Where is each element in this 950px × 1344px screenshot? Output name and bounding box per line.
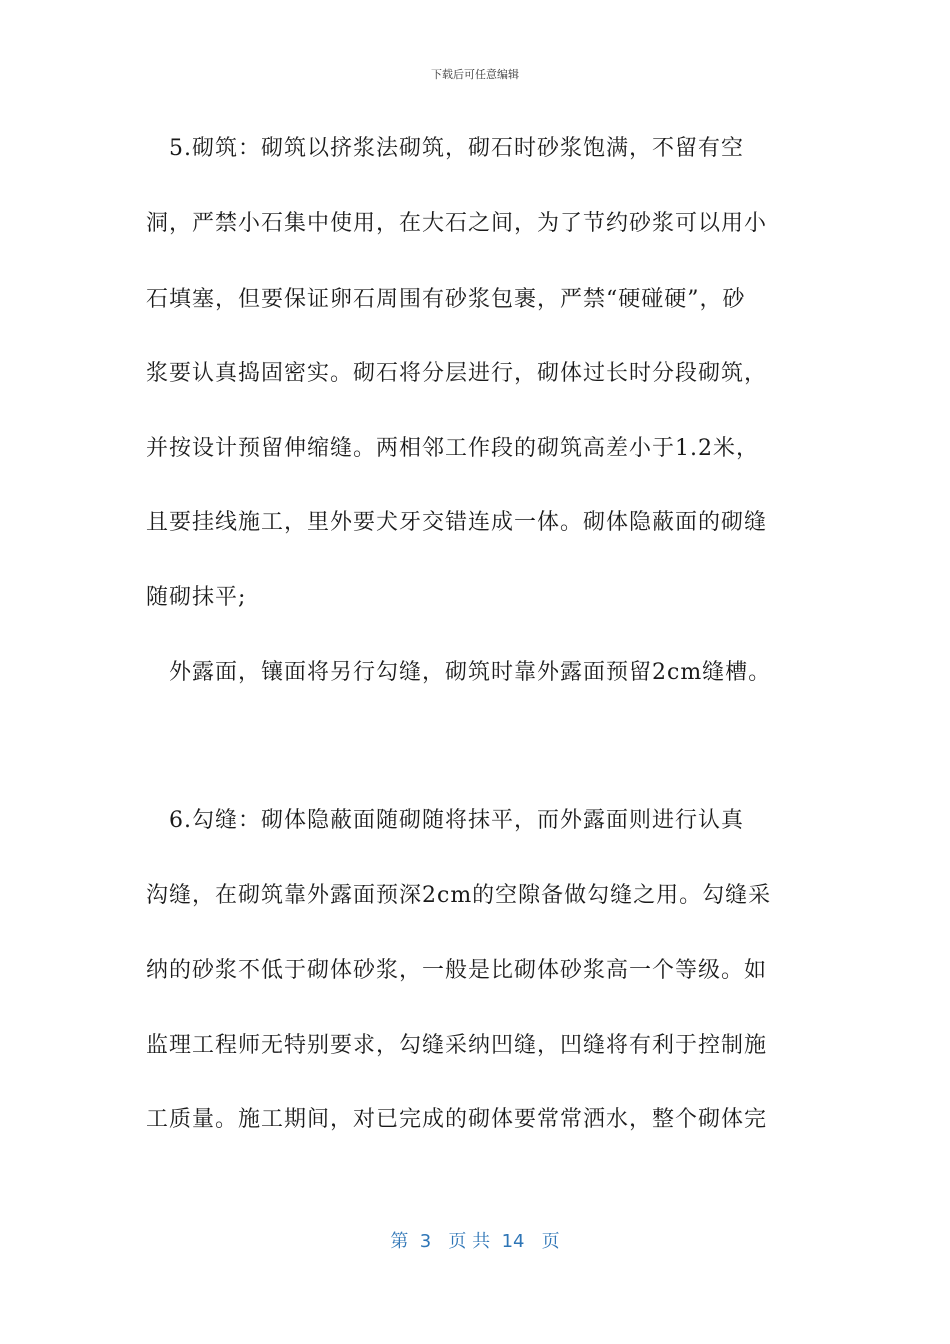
- paragraph-line: 石填塞，但要保证卵石周围有砂浆包裹，严禁“硬碰硬”，砂: [146, 287, 746, 312]
- paragraph-line: 监理工程师无特别要求，勾缝采纳凹缝，凹缝将有利于控制施: [146, 1033, 768, 1058]
- paragraph-line: 纳的砂浆不低于砌体砂浆，一般是比砌体砂浆高一个等级。如: [146, 958, 768, 983]
- paragraph-line: 外露面，镶面将另行勾缝，砌筑时靠外露面预留2cm缝槽。: [146, 660, 772, 685]
- paragraph-line: 工质量。施工期间，对已完成的砌体要常常洒水，整个砌体完: [146, 1107, 768, 1132]
- paragraph-line: 洞，严禁小石集中使用，在大石之间，为了节约砂浆可以用小: [146, 211, 768, 236]
- paragraph-line: 5.砌筑：砌筑以挤浆法砌筑，砌石时砂浆饱满，不留有空: [146, 136, 744, 161]
- paragraph-line: 6.勾缝：砌体隐蔽面随砌随将抹平，而外露面则进行认真: [146, 808, 744, 833]
- paragraph-line: 随砌抹平;: [146, 585, 247, 610]
- paragraph-line: 浆要认真捣固密实。砌石将分层进行，砌体过长时分段砌筑，: [146, 361, 768, 386]
- page-footer: 第 3 页 共 14 页: [390, 1231, 560, 1252]
- paragraph-line: 并按设计预留伸缩缝。两相邻工作段的砌筑高差小于1.2米，: [146, 436, 759, 461]
- paragraph-line: 且要挂线施工，里外要犬牙交错连成一体。砌体隐蔽面的砌缝: [146, 510, 768, 535]
- page-header: 下载后可任意编辑: [431, 68, 519, 81]
- paragraph-line: 沟缝，在砌筑靠外露面预深2cm的空隙备做勾缝之用。勾缝采: [146, 883, 772, 908]
